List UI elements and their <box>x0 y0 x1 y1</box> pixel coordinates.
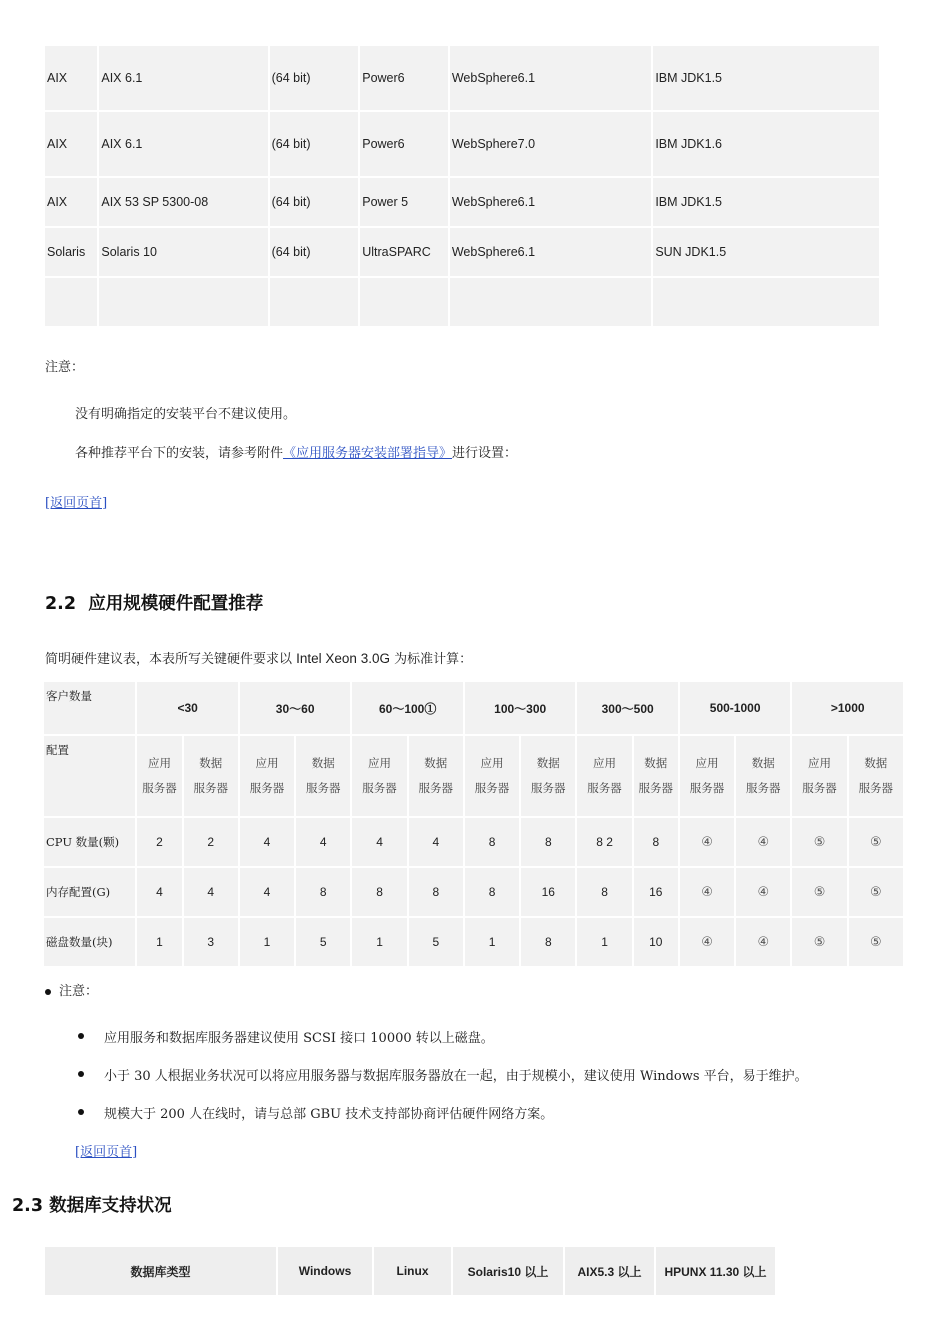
table-cell: 4 <box>240 818 294 866</box>
database-support-table <box>43 1245 777 1297</box>
table-cell: 8 2 <box>577 818 631 866</box>
table-cell <box>653 278 879 326</box>
list-item: 应用服务和数据库服务器建议使用 SCSI 接口 10000 转以上磁盘。 <box>74 1027 808 1065</box>
table-cell: 10 <box>634 918 678 966</box>
row-label: 内存配置(G) <box>44 868 135 916</box>
table-cell: ④ <box>736 818 790 866</box>
table-cell: ④ <box>680 868 734 916</box>
bullet-icon <box>45 989 51 995</box>
table-cell: AIX <box>45 112 97 176</box>
bullet-icon <box>78 1033 84 1039</box>
table-cell: ⑤ <box>849 918 903 966</box>
group-header: 60～100① <box>352 682 463 734</box>
table-cell: 4 <box>184 868 238 916</box>
sub-header-db: 数据 服务器 <box>184 736 238 816</box>
table-cell: ⑤ <box>792 868 846 916</box>
table-cell: 1 <box>465 918 519 966</box>
column-header: AIX5.3 以上 <box>565 1247 654 1295</box>
section-number: 2.3 <box>12 1196 44 1216</box>
section-heading <box>45 590 263 615</box>
table-header-row <box>45 1247 775 1295</box>
table-cell: AIX 53 SP 5300-08 <box>99 178 267 226</box>
table-header-row <box>44 682 903 734</box>
table-cell: 8 <box>465 818 519 866</box>
table-cell: AIX 6.1 <box>99 46 267 110</box>
sub-header-app: 应用 服务器 <box>680 736 734 816</box>
table-cell <box>360 278 448 326</box>
table-row <box>45 46 879 110</box>
table-cell: 1 <box>240 918 294 966</box>
table-cell <box>99 278 267 326</box>
table-cell: 4 <box>240 868 294 916</box>
sub-header-db: 数据 服务器 <box>736 736 790 816</box>
sub-header-db: 数据 服务器 <box>634 736 678 816</box>
table-cell <box>270 278 359 326</box>
note-label: 注意： <box>45 360 85 375</box>
table-subheader-row <box>44 736 903 816</box>
table-cell <box>45 278 97 326</box>
table-cell: UltraSPARC <box>360 228 448 276</box>
note-text: 没有明确指定的安装平台不建议使用。 <box>75 407 297 422</box>
table-cell: ⑤ <box>849 818 903 866</box>
table-row <box>44 818 903 866</box>
table-cell: 16 <box>634 868 678 916</box>
column-header: Windows <box>278 1247 372 1295</box>
back-to-top-link[interactable]: [返回页首] <box>75 1145 138 1160</box>
platform-table <box>43 44 881 328</box>
sub-header-db: 数据 服务器 <box>849 736 903 816</box>
table-cell: 8 <box>352 868 406 916</box>
table-cell: Power6 <box>360 46 448 110</box>
column-header: Solaris10 以上 <box>453 1247 563 1295</box>
column-header: 数据库类型 <box>45 1247 276 1295</box>
intro-cpu: Intel Xeon 3.0G <box>296 651 390 666</box>
config-label: 配置 <box>44 736 135 816</box>
table-cell: 2 <box>137 818 181 866</box>
section-title: 应用规模硬件配置推荐 <box>88 594 264 614</box>
sub-header-db: 数据 服务器 <box>521 736 575 816</box>
sub-header-db: 数据 服务器 <box>409 736 463 816</box>
row-label: CPU 数量(颗) <box>44 818 135 866</box>
table-cell: 8 <box>577 868 631 916</box>
section-title: 数据库支持状况 <box>49 1196 172 1216</box>
table-cell: 5 <box>296 918 350 966</box>
table-cell: 8 <box>521 918 575 966</box>
bullet-icon <box>78 1109 84 1115</box>
table-cell: 4 <box>409 818 463 866</box>
table-cell: 4 <box>352 818 406 866</box>
table-cell: Solaris 10 <box>99 228 267 276</box>
table-cell: (64 bit) <box>270 46 359 110</box>
table-cell: (64 bit) <box>270 112 359 176</box>
group-header: <30 <box>137 682 237 734</box>
table-cell: ④ <box>680 818 734 866</box>
sub-header-app: 应用 服务器 <box>792 736 846 816</box>
table-cell: 3 <box>184 918 238 966</box>
table-cell: ⑤ <box>792 818 846 866</box>
table-cell: (64 bit) <box>270 178 359 226</box>
table-cell: 2 <box>184 818 238 866</box>
table-cell: ⑤ <box>792 918 846 966</box>
group-header: 100～300 <box>465 682 576 734</box>
back-to-top-link[interactable]: [返回页首] <box>45 496 108 511</box>
bullet-icon <box>78 1071 84 1077</box>
table-cell: IBM JDK1.5 <box>653 46 879 110</box>
table-cell: Power6 <box>360 112 448 176</box>
table-cell: 8 <box>409 868 463 916</box>
table-cell: SUN JDK1.5 <box>653 228 879 276</box>
note-text <box>75 442 517 461</box>
table-cell: ④ <box>680 918 734 966</box>
table-cell: (64 bit) <box>270 228 359 276</box>
group-header: 30～60 <box>240 682 351 734</box>
table-cell: 1 <box>577 918 631 966</box>
table-cell: AIX <box>45 46 97 110</box>
table-cell: AIX <box>45 178 97 226</box>
table-cell: 8 <box>465 868 519 916</box>
table-cell: 5 <box>409 918 463 966</box>
table-cell: 16 <box>521 868 575 916</box>
note-text-pre: 各种推荐平台下的安装，请参考附件 <box>75 446 284 461</box>
table-cell: WebSphere6.1 <box>450 228 651 276</box>
table-cell: 1 <box>352 918 406 966</box>
group-header: >1000 <box>792 682 903 734</box>
notes-label: 注意： <box>59 984 99 999</box>
hardware-table <box>42 680 905 968</box>
table-cell: WebSphere6.1 <box>450 178 651 226</box>
table-cell: 8 <box>296 868 350 916</box>
sub-header-app: 应用 服务器 <box>577 736 631 816</box>
section-number: 2.2 <box>45 594 77 614</box>
hardware-intro <box>45 648 472 667</box>
column-header: Linux <box>374 1247 451 1295</box>
table-row <box>45 278 879 326</box>
install-guide-link[interactable]: 《应用服务器安装部署指导》 <box>283 446 453 461</box>
section-heading <box>12 1192 172 1217</box>
table-cell: IBM JDK1.6 <box>653 112 879 176</box>
table-cell: AIX 6.1 <box>99 112 267 176</box>
table-cell: 8 <box>521 818 575 866</box>
row-label: 磁盘数量(块) <box>44 918 135 966</box>
column-header: HPUNX 11.30 以上 <box>656 1247 775 1295</box>
table-cell: 4 <box>137 868 181 916</box>
table-cell: Power 5 <box>360 178 448 226</box>
table-cell: 1 <box>137 918 181 966</box>
group-header: 500-1000 <box>680 682 791 734</box>
table-cell <box>450 278 651 326</box>
intro-text: 简明硬件建议表，本表所写关键硬件要求以 <box>45 652 297 667</box>
table-cell: IBM JDK1.5 <box>653 178 879 226</box>
table-row <box>44 918 903 966</box>
table-row <box>45 178 879 226</box>
group-header: 300～500 <box>577 682 677 734</box>
sub-header-app: 应用 服务器 <box>352 736 406 816</box>
table-row <box>44 868 903 916</box>
table-cell: ⑤ <box>849 868 903 916</box>
table-cell: Solaris <box>45 228 97 276</box>
note-text-post: 进行设置： <box>452 446 518 461</box>
table-row <box>45 112 879 176</box>
table-cell: 8 <box>634 818 678 866</box>
hardware-notes-list <box>74 1027 808 1141</box>
list-item: 小于 30 人根据业务状况可以将应用服务器与数据库服务器放在一起，由于规模小，建议使用 Windows 平台，易于维护。 <box>74 1065 808 1103</box>
sub-header-db: 数据 服务器 <box>296 736 350 816</box>
table-cell: ④ <box>736 918 790 966</box>
table-cell: 4 <box>296 818 350 866</box>
table-cell: WebSphere7.0 <box>450 112 651 176</box>
list-item: 规模大于 200 人在线时，请与总部 GBU 技术支持部协商评估硬件网络方案。 <box>74 1103 808 1141</box>
table-row <box>45 228 879 276</box>
sub-header-app: 应用 服务器 <box>465 736 519 816</box>
intro-text-end: 为标准计算： <box>389 652 473 667</box>
sub-header-app: 应用 服务器 <box>137 736 181 816</box>
hardware-notes-heading <box>45 980 98 999</box>
table-cell: ④ <box>736 868 790 916</box>
table-cell: WebSphere6.1 <box>450 46 651 110</box>
sub-header-app: 应用 服务器 <box>240 736 294 816</box>
row-header-label: 客户数量 <box>44 682 135 734</box>
